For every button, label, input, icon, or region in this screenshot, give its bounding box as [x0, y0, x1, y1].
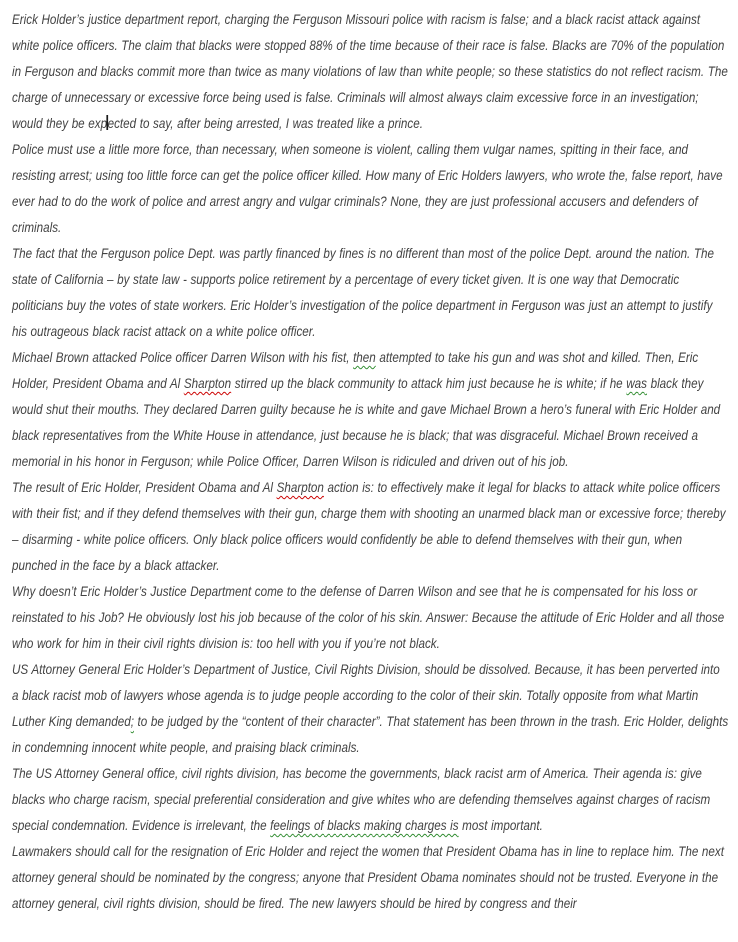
grammar-error-text: was [626, 376, 648, 391]
text-run: The result of Eric Holder, President Obama and Al [12, 480, 277, 495]
text-run: The fact that the Ferguson police Dept. was partly financed by fines is no different than most of the police Dept. around the nation. The state of California – by state law - supports police retirement by a percentage of every ticket given. It is one way that Democratic politicians buy the votes of state workers. Eric Holder’s investigation of the police department in Ferguson was just an attempt to justify his outrageous black racist attack on a white police officer. [12, 246, 714, 339]
document-paragraph[interactable] [12, 137, 729, 241]
document-paragraph[interactable] [12, 579, 729, 657]
text-run: black they would shut their mouths. They declared Darren guilty because he is white and gave Michael Brown a hero’s funeral with Eric Holder and black representatives from the White House in attendance, just because he is black; that was disgraceful. Michael Brown received a memorial in his honor in Ferguson; while Police Officer, Darren Wilson is ridiculed and driven out of his job. [12, 376, 721, 469]
grammar-error-text: ; [130, 714, 134, 729]
document-paragraph[interactable] [12, 839, 729, 917]
text-run: to be judged by the “content of their character”. That statement has been thrown in the trash. Eric Holder, delights in condemning innocent white people, and praising black criminals. [12, 714, 729, 755]
text-run: Michael Brown attacked Police officer Darren Wilson with his fist, [12, 350, 354, 365]
text-run: Lawmakers should call for the resignation of Eric Holder and reject the women that President Obama has in line to replace him. The next attorney general should be nominated by the congress; anyone that President Obama nominates should not be trusted. Everyone in the attorney general, civil rights division, should be fired. The new lawyers should be hired by congress and their [12, 844, 724, 911]
text-run: most important. [458, 818, 543, 833]
grammar-error-text: then [353, 350, 376, 365]
spelling-error-text: Sharpton [183, 376, 232, 391]
document-text[interactable] [12, 7, 729, 917]
document-paragraph[interactable] [12, 657, 729, 761]
document-paragraph[interactable] [12, 241, 729, 345]
text-run: Police must use a little more force, than necessary, when someone is violent, calling them vulgar names, spitting in their face, and resisting arrest; using too little force can get the police officer killed. How many of Eric Holders lawyers, who wrote the, false report, have ever had to do the work of police and arrest angry and vulgar criminals? None, they are just professional accusers and defenders of criminals. [12, 142, 723, 235]
text-run: Why doesn’t Eric Holder’s Justice Department come to the defense of Darren Wilson and see that he is compensated for his loss or reinstated to his Job? He obviously lost his job because of the color of his skin. Answer: Because the attitude of Eric Holder and all those who work for him in their civil rights division is: too hell with you if you’re not black. [12, 584, 725, 651]
text-run: attempted to take his gun and was shot and killed. Then, Eric Holder, President Obama and Al [12, 350, 699, 391]
text-run: stirred up the black community to attack him just because he is white; if he [231, 376, 627, 391]
text-run: Erick Holder’s justice department report, charging the Ferguson Missouri police with racism is false; and a black racist attack against white police officers. The claim that blacks were stopped 88% of the time because of their race is false. Blacks are 70% of the population in Ferguson and blacks commit more than twice as many violations of law than white people; so these statistics do not reflect racism. The charge of unnecessary or excessive force being used is false. Criminals will almost always claim excessive force in an investigation; would they be exp [12, 12, 728, 131]
text-run: action is: to effectively make it legal for blacks to attack white police officers with their fist; and if they defend themselves with their gun, charge them with shooting an unarmed black man or excessive force; thereby – disarming - white police officers. Only black police officers would confidently be able to defend themselves with their gun, when punched in the face by a black attacker. [12, 480, 726, 573]
document-paragraph[interactable] [12, 475, 729, 579]
text-run: The US Attorney General office, civil rights division, has become the governments, black racist arm of America. Their agenda is: give blacks who charge racism, special preferential consideration and give whites who are defending themselves against charges of racism special condemnation. Evidence is irrelevant, the [12, 766, 711, 833]
text-run: ected to say, after being arrested, I was treated like a prince. [107, 116, 423, 131]
spelling-error-text: Sharpton [276, 480, 324, 495]
document-paragraph[interactable] [12, 345, 729, 475]
document-paragraph[interactable] [12, 7, 729, 137]
document-paragraph[interactable] [12, 761, 729, 839]
text-run: US Attorney General Eric Holder’s Department of Justice, Civil Rights Division, should be dissolved. Because, it has been perverted into a black racist mob of lawyers whose agenda is to judge people according to the color of their skin. Totally opposite from what Martin Luther King demanded [12, 662, 720, 729]
grammar-error-text: feelings of blacks making charges is [270, 818, 459, 833]
